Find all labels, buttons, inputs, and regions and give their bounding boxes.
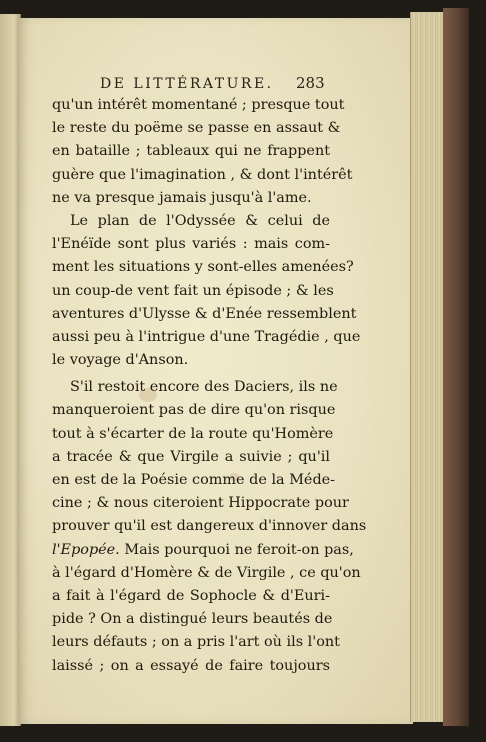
text-line: à l'égard d'Homère & de Virgile , ce qu'on: [52, 564, 361, 581]
text-line: tout à s'écarter de la route qu'Homère: [52, 425, 334, 442]
text-line: cine ; & nous citeroient Hippocrate pour: [52, 495, 349, 512]
text-line: aussi peu à l'intrigue d'une Tragédie , que: [52, 328, 361, 345]
page-edges: [410, 12, 445, 722]
italic-word: l'Epopée.: [52, 541, 120, 558]
text-line: a tracée & que Virgile a suivie ; qu'il: [52, 448, 330, 465]
text-line: prouver qu'il est dangereux d'innover dans: [52, 518, 367, 535]
text-line: ment les situations y sont-elles amenées?: [52, 259, 354, 276]
text-line: aventures d'Ulysse & d'Enée ressemblent: [52, 305, 357, 322]
left-page-edge: [0, 14, 21, 726]
page-number: 283: [296, 74, 325, 92]
text-line: ne va presque jamais jusqu'à l'ame.: [52, 189, 312, 206]
text-line: le reste du poëme se passe en assaut &: [52, 120, 341, 137]
text-line: en bataille ; tableaux qui ne frappent: [52, 143, 330, 160]
text-line: [52, 539, 354, 562]
text-line: a fait à l'égard de Sophocle & d'Euri-: [52, 587, 330, 604]
text-line: Le plan de l'Odyssée & celui de: [70, 212, 330, 229]
page-text: [52, 94, 367, 678]
text-line: leurs défauts ; on a pris l'art où ils l'ont: [52, 634, 340, 651]
text-line: en est de la Poésie comme de la Méde-: [52, 472, 336, 488]
text-line: S'il restoit encore des Daciers, ils ne: [70, 379, 338, 396]
text-line: le voyage d'Anson.: [52, 352, 189, 369]
text-line-rest: Mais pourquoi ne feroit-on pas,: [124, 541, 354, 558]
text-line: qu'un intérêt momentané ; presque tout: [52, 97, 345, 113]
running-title: DE LITTÉRATURE.: [100, 76, 274, 92]
text-line: un coup-de vent fait un épisode ; & les: [52, 282, 334, 299]
book-cover: [443, 8, 469, 726]
text-line: laissé ; on a essayé de faire toujours: [52, 657, 330, 674]
text-line: guère que l'imagination , & dont l'intérêt: [52, 166, 353, 183]
text-line: l'Enéïde sont plus variés : mais com-: [52, 236, 330, 253]
text-line: manqueroient pas de dire qu'on risque: [52, 402, 336, 419]
text-line: pide ? On a distingué leurs beautés de: [52, 611, 333, 628]
